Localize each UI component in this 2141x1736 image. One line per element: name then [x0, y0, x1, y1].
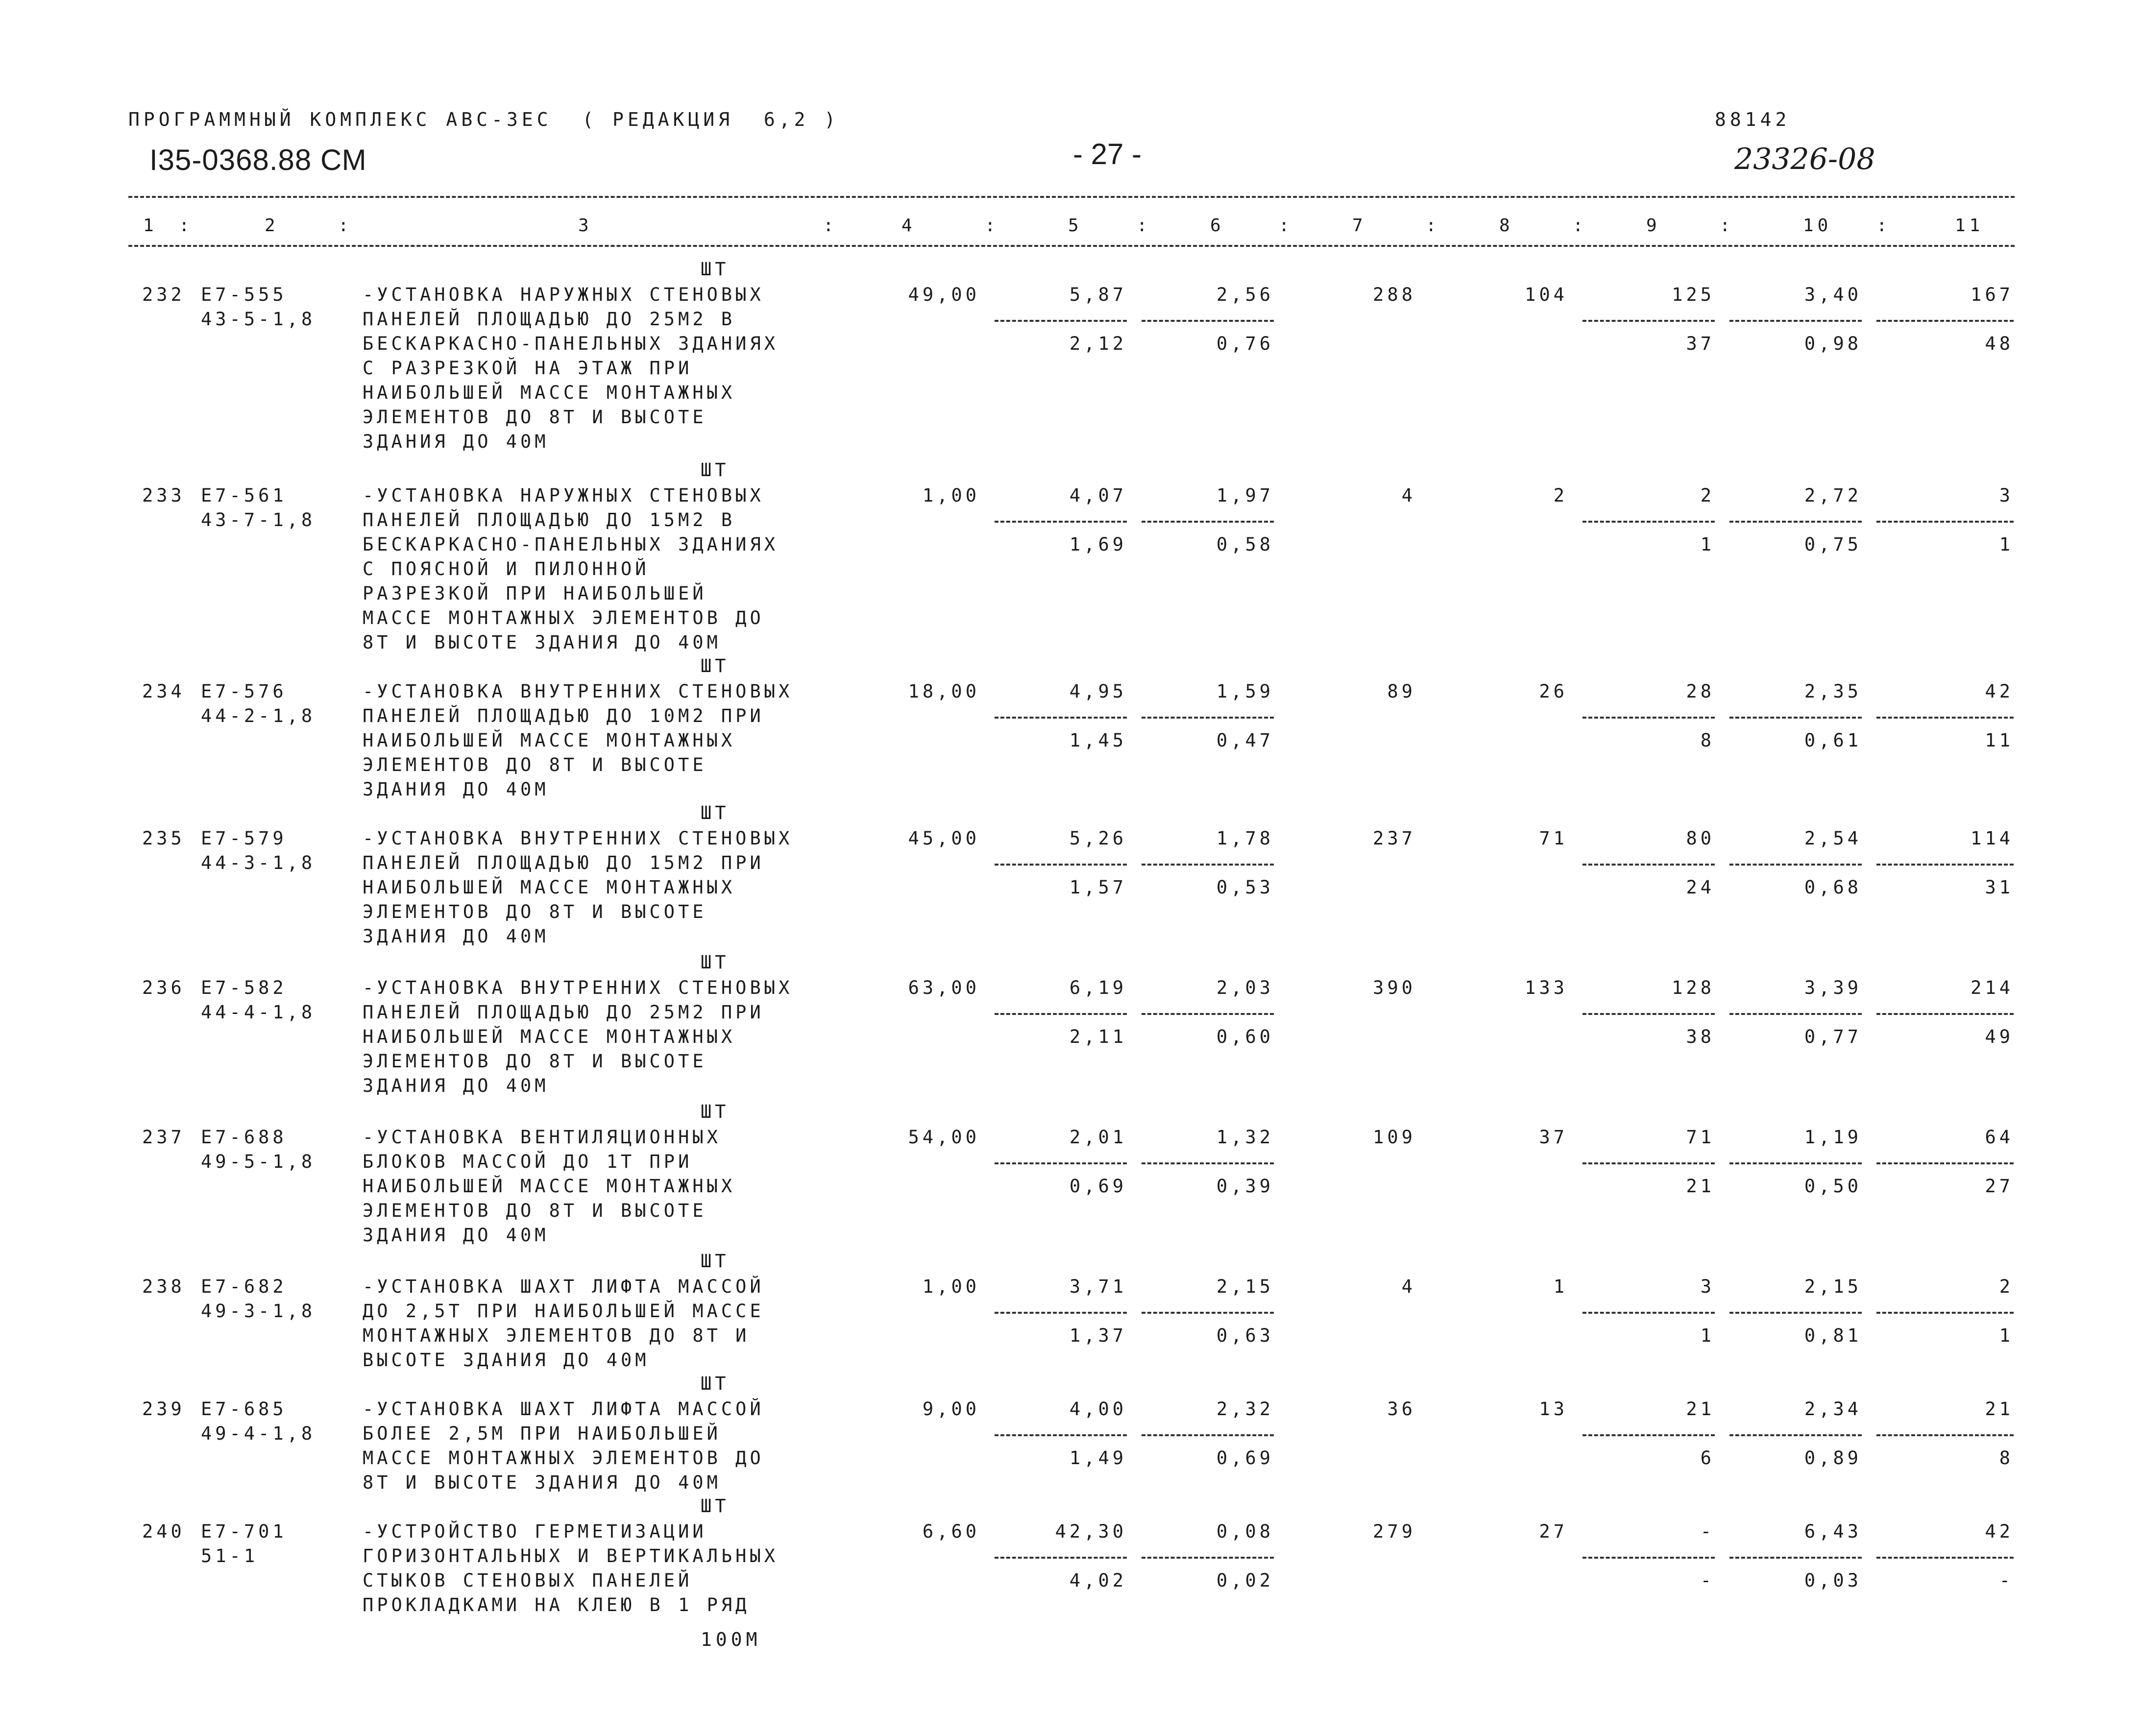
value-c11b: 11 — [1985, 730, 2014, 751]
description-line: ПАНЕЛЕЙ ПЛОЩАДЬЮ ДО 25М2 ПРИ — [363, 1002, 764, 1023]
item-code: E7-701 — [201, 1521, 287, 1542]
description-line: БЕСКАРКАСНО-ПАНЕЛЬНЫХ ЗДАНИЯХ — [363, 534, 779, 555]
item-subcode: 49-3-1,8 — [201, 1301, 316, 1322]
description-line: -УСТАНОВКА НАРУЖНЫХ СТЕНОВЫХ — [363, 485, 764, 506]
description-line: БЕСКАРКАСНО-ПАНЕЛЬНЫХ ЗДАНИЯХ — [363, 333, 779, 354]
value-divider — [995, 1013, 1127, 1015]
value-c9b: 8 — [1700, 730, 1715, 751]
value-c11: 3 — [1999, 485, 2014, 506]
value-c4: 63,00 — [908, 977, 980, 998]
description-line: ПАНЕЛЕЙ ПЛОЩАДЬЮ ДО 15М2 В — [363, 509, 736, 530]
value-divider — [1876, 1013, 2014, 1015]
value-divider — [1582, 1162, 1715, 1164]
description-line: ЗДАНИЯ ДО 40М — [363, 1075, 549, 1096]
value-c8: 13 — [1539, 1398, 1568, 1420]
handwritten-number: 23326-08 — [1734, 142, 1875, 176]
document-code: I35-0368.88 СМ — [149, 144, 367, 176]
value-divider — [1582, 1312, 1715, 1314]
value-divider — [1142, 1557, 1274, 1559]
value-c6: 1,78 — [1216, 828, 1274, 849]
value-divider — [1582, 320, 1715, 322]
item-code: E7-576 — [201, 681, 287, 702]
description-line: ДО 2,5Т ПРИ НАИБОЛЬШЕЙ МАССЕ — [363, 1301, 764, 1322]
document-number: 88142 — [1715, 109, 1791, 130]
value-divider — [995, 521, 1127, 523]
value-c8: 104 — [1525, 284, 1568, 305]
value-c6b: 0,69 — [1216, 1447, 1274, 1469]
column-header-6: 6 — [1210, 216, 1225, 236]
value-c10: 2,34 — [1804, 1398, 1862, 1420]
value-c10b: 0,50 — [1804, 1176, 1862, 1197]
value-c4: 18,00 — [908, 681, 980, 702]
value-divider — [1582, 1434, 1715, 1436]
value-divider — [1876, 1557, 2014, 1559]
value-c6b: 0,76 — [1216, 333, 1274, 354]
value-c6: 0,08 — [1216, 1521, 1274, 1542]
item-number: 238 — [142, 1276, 185, 1297]
value-c11: 2 — [1999, 1276, 2014, 1297]
unit-label: ШТ — [701, 952, 730, 973]
description-line: ПАНЕЛЕЙ ПЛОЩАДЬЮ ДО 25М2 В — [363, 309, 736, 330]
item-subcode: 49-5-1,8 — [201, 1151, 316, 1172]
value-c10b: 0,75 — [1804, 534, 1862, 555]
column-header-1: 1 — [143, 216, 158, 236]
value-c7: 4 — [1401, 1276, 1416, 1297]
value-c5b: 4,02 — [1069, 1570, 1127, 1591]
column-header-9: 9 — [1646, 216, 1661, 236]
value-c5b: 1,49 — [1069, 1447, 1127, 1469]
unit-label: ШТ — [701, 459, 730, 481]
description-line: РАЗРЕЗКОЙ ПРИ НАИБОЛЬШЕЙ — [363, 583, 707, 604]
description-line: -УСТАНОВКА НАРУЖНЫХ СТЕНОВЫХ — [363, 284, 764, 305]
description-line: С РАЗРЕЗКОЙ НА ЭТАЖ ПРИ — [363, 358, 693, 379]
value-c9: 2 — [1700, 485, 1715, 506]
value-c6b: 0,58 — [1216, 534, 1274, 555]
value-divider — [1582, 717, 1715, 719]
description-line: ЗДАНИЯ ДО 40М — [363, 431, 549, 452]
description-line: 8Т И ВЫСОТЕ ЗДАНИЯ ДО 40М — [363, 1472, 721, 1493]
description-line: -УСТАНОВКА ШАХТ ЛИФТА МАССОЙ — [363, 1398, 764, 1420]
value-c4: 6,60 — [922, 1521, 980, 1542]
value-c5: 6,19 — [1069, 977, 1127, 998]
item-number: 239 — [142, 1398, 185, 1420]
value-c9: 125 — [1672, 284, 1715, 305]
description-line: МАССЕ МОНТАЖНЫХ ЭЛЕМЕНТОВ ДО — [363, 607, 764, 628]
column-separator: : — [1720, 216, 1734, 236]
column-separator: : — [1426, 216, 1440, 236]
column-header-10: 10 — [1803, 216, 1832, 236]
value-c11b: 1 — [1999, 534, 2014, 555]
value-c11: 114 — [1971, 828, 2014, 849]
value-c5: 3,71 — [1069, 1276, 1127, 1297]
item-description — [363, 826, 793, 949]
value-c5b: 2,12 — [1069, 333, 1127, 354]
value-c11: 64 — [1985, 1127, 2014, 1148]
value-c6b: 0,63 — [1216, 1325, 1274, 1346]
item-description — [363, 1125, 735, 1248]
description-line: ВЫСОТЕ ЗДАНИЯ ДО 40М — [363, 1350, 650, 1371]
description-line: ЗДАНИЯ ДО 40М — [363, 779, 549, 800]
value-c11: 21 — [1985, 1398, 2014, 1420]
value-c5: 4,95 — [1069, 681, 1127, 702]
value-c10: 2,35 — [1804, 681, 1862, 702]
value-c9b: 37 — [1686, 333, 1715, 354]
value-c10: 3,40 — [1804, 284, 1862, 305]
program-title: ПРОГРАММНЫЙ КОМПЛЕКС АВС-ЗЕС ( РЕДАКЦИЯ 6,2 ) — [128, 109, 840, 130]
value-divider — [1142, 320, 1274, 322]
value-c6: 2,15 — [1216, 1276, 1274, 1297]
column-separator: : — [338, 216, 353, 236]
unit-label: ШТ — [701, 1251, 730, 1272]
description-line: СТЫКОВ СТЕНОВЫХ ПАНЕЛЕЙ — [363, 1570, 693, 1591]
column-separator: : — [1137, 216, 1151, 236]
value-divider — [995, 1162, 1127, 1164]
value-c5b: 1,57 — [1069, 877, 1127, 898]
value-c7: 89 — [1387, 681, 1416, 702]
item-subcode: 43-7-1,8 — [201, 509, 316, 530]
value-c4: 1,00 — [922, 485, 980, 506]
value-c10: 2,15 — [1804, 1276, 1862, 1297]
column-separator: : — [985, 216, 999, 236]
value-divider — [1729, 1557, 1862, 1559]
item-code: E7-682 — [201, 1276, 287, 1297]
value-divider — [1729, 521, 1862, 523]
value-c6b: 0,39 — [1216, 1176, 1274, 1197]
column-header-2: 2 — [265, 216, 279, 236]
value-c9b: - — [1700, 1570, 1715, 1591]
value-divider — [1876, 864, 2014, 866]
header-top-rule — [128, 196, 2015, 198]
value-c7: 109 — [1373, 1127, 1416, 1148]
value-c5: 5,87 — [1069, 284, 1127, 305]
item-description — [363, 679, 793, 802]
description-line: ЗДАНИЯ ДО 40М — [363, 1225, 549, 1246]
value-c9: 71 — [1686, 1127, 1715, 1148]
unit-label: ШТ — [701, 802, 730, 823]
description-line: ПАНЕЛЕЙ ПЛОЩАДЬЮ ДО 15М2 ПРИ — [363, 852, 764, 873]
value-c6b: 0,47 — [1216, 730, 1274, 751]
value-c10b: 0,98 — [1804, 333, 1862, 354]
footer-unit: 100М — [701, 1629, 761, 1650]
value-c11b: 27 — [1985, 1176, 2014, 1197]
value-divider — [1142, 521, 1274, 523]
item-subcode: 49-4-1,8 — [201, 1423, 316, 1444]
description-line: БОЛЕЕ 2,5М ПРИ НАИБОЛЬШЕЙ — [363, 1423, 721, 1444]
value-c11b: - — [1999, 1570, 2014, 1591]
page-number: - 27 - — [1073, 138, 1142, 170]
value-c9b: 1 — [1700, 534, 1715, 555]
description-line: БЛОКОВ МАССОЙ ДО 1Т ПРИ — [363, 1151, 693, 1172]
value-c10: 2,54 — [1804, 828, 1862, 849]
value-divider — [995, 864, 1127, 866]
description-line: МОНТАЖНЫХ ЭЛЕМЕНТОВ ДО 8Т И — [363, 1325, 750, 1346]
item-description — [363, 976, 793, 1098]
value-c6b: 0,53 — [1216, 877, 1274, 898]
value-divider — [1876, 1312, 2014, 1314]
value-c7: 36 — [1387, 1398, 1416, 1420]
value-c9: 28 — [1686, 681, 1715, 702]
value-divider — [1876, 1162, 2014, 1164]
value-c9b: 6 — [1700, 1447, 1715, 1469]
description-line: ЭЛЕМЕНТОВ ДО 8Т И ВЫСОТЕ — [363, 754, 707, 775]
value-c9: 3 — [1700, 1276, 1715, 1297]
value-c4: 45,00 — [908, 828, 980, 849]
value-c4: 9,00 — [922, 1398, 980, 1420]
value-c10: 3,39 — [1804, 977, 1862, 998]
value-c8: 2 — [1553, 485, 1568, 506]
value-divider — [1142, 717, 1274, 719]
value-c6: 1,97 — [1216, 485, 1274, 506]
value-c5: 2,01 — [1069, 1127, 1127, 1148]
value-divider — [1729, 1013, 1862, 1015]
value-c11b: 8 — [1999, 1447, 2014, 1469]
item-description — [363, 1397, 764, 1495]
value-c5: 4,00 — [1069, 1398, 1127, 1420]
value-c9b: 21 — [1686, 1176, 1715, 1197]
description-line: НАИБОЛЬШЕЙ МАССЕ МОНТАЖНЫХ — [363, 382, 736, 403]
value-c5b: 1,69 — [1069, 534, 1127, 555]
value-c9: 128 — [1672, 977, 1715, 998]
value-divider — [1729, 1312, 1862, 1314]
description-line: -УСТАНОВКА ВНУТРЕННИХ СТЕНОВЫХ — [363, 681, 793, 702]
item-subcode: 44-4-1,8 — [201, 1002, 316, 1023]
value-c11b: 48 — [1985, 333, 2014, 354]
value-c6b: 0,02 — [1216, 1570, 1274, 1591]
value-c7: 288 — [1373, 284, 1416, 305]
column-header-5: 5 — [1068, 216, 1083, 236]
value-c11b: 49 — [1985, 1026, 2014, 1047]
value-divider — [995, 320, 1127, 322]
item-description — [363, 1275, 764, 1373]
column-separator: : — [1573, 216, 1587, 236]
value-divider — [1729, 320, 1862, 322]
description-line: ЭЛЕМЕНТОВ ДО 8Т И ВЫСОТЕ — [363, 901, 707, 922]
value-c9: 21 — [1686, 1398, 1715, 1420]
value-divider — [1142, 1162, 1274, 1164]
column-header-7: 7 — [1352, 216, 1367, 236]
column-header-11: 11 — [1955, 216, 1984, 236]
description-line: НАИБОЛЬШЕЙ МАССЕ МОНТАЖНЫХ — [363, 1176, 736, 1197]
value-divider — [1876, 1434, 2014, 1436]
unit-label: ШТ — [701, 1373, 730, 1394]
value-divider — [1729, 864, 1862, 866]
value-divider — [1142, 1312, 1274, 1314]
value-c10b: 0,61 — [1804, 730, 1862, 751]
item-code: E7-579 — [201, 828, 287, 849]
value-c11: 42 — [1985, 681, 2014, 702]
unit-label: ШТ — [701, 655, 730, 676]
value-c5: 4,07 — [1069, 485, 1127, 506]
value-c10b: 0,81 — [1804, 1325, 1862, 1346]
unit-label: ШТ — [701, 1101, 730, 1122]
value-c6: 2,56 — [1216, 284, 1274, 305]
value-c5b: 0,69 — [1069, 1176, 1127, 1197]
value-c6b: 0,60 — [1216, 1026, 1274, 1047]
description-line: -УСТАНОВКА ШАХТ ЛИФТА МАССОЙ — [363, 1276, 764, 1297]
value-c11b: 31 — [1985, 877, 2014, 898]
item-number: 232 — [142, 284, 185, 305]
value-divider — [1582, 521, 1715, 523]
value-c9b: 24 — [1686, 877, 1715, 898]
item-description — [363, 283, 779, 454]
description-line: НАИБОЛЬШЕЙ МАССЕ МОНТАЖНЫХ — [363, 1026, 736, 1047]
description-line: ЭЛЕМЕНТОВ ДО 8Т И ВЫСОТЕ — [363, 1200, 707, 1221]
value-divider — [1142, 1013, 1274, 1015]
value-c5b: 1,37 — [1069, 1325, 1127, 1346]
item-number: 233 — [142, 485, 185, 506]
value-divider — [1729, 1434, 1862, 1436]
unit-label: ШТ — [701, 1495, 730, 1517]
column-header-3: 3 — [578, 216, 593, 236]
item-description — [363, 483, 779, 655]
item-number: 236 — [142, 977, 185, 998]
value-c9b: 1 — [1700, 1325, 1715, 1346]
value-c5: 42,30 — [1055, 1521, 1127, 1542]
value-divider — [1876, 521, 2014, 523]
value-divider — [995, 1434, 1127, 1436]
value-c10b: 0,03 — [1804, 1570, 1862, 1591]
value-divider — [995, 717, 1127, 719]
item-code: E7-688 — [201, 1127, 287, 1148]
description-line: -УСТАНОВКА ВЕНТИЛЯЦИОННЫХ — [363, 1127, 721, 1148]
value-c6: 1,32 — [1216, 1127, 1274, 1148]
value-divider — [1876, 320, 2014, 322]
value-c7: 390 — [1373, 977, 1416, 998]
value-c6: 1,59 — [1216, 681, 1274, 702]
value-c10: 1,19 — [1804, 1127, 1862, 1148]
value-c8: 26 — [1539, 681, 1568, 702]
value-divider — [1142, 1434, 1274, 1436]
value-c8: 27 — [1539, 1521, 1568, 1542]
value-divider — [1582, 1013, 1715, 1015]
description-line: ЭЛЕМЕНТОВ ДО 8Т И ВЫСОТЕ — [363, 1051, 707, 1072]
value-c10: 6,43 — [1804, 1521, 1862, 1542]
description-line: ГОРИЗОНТАЛЬНЫХ И ВЕРТИКАЛЬНЫХ — [363, 1545, 779, 1567]
value-c11b: 1 — [1999, 1325, 2014, 1346]
description-line: НАИБОЛЬШЕЙ МАССЕ МОНТАЖНЫХ — [363, 730, 736, 751]
value-c8: 37 — [1539, 1127, 1568, 1148]
unit-label: ШТ — [701, 259, 730, 280]
description-line: С ПОЯСНОЙ И ПИЛОННОЙ — [363, 558, 650, 579]
item-number: 240 — [142, 1521, 185, 1542]
value-c8: 71 — [1539, 828, 1568, 849]
item-subcode: 43-5-1,8 — [201, 309, 316, 330]
value-divider — [995, 1557, 1127, 1559]
value-c5b: 1,45 — [1069, 730, 1127, 751]
value-c5: 5,26 — [1069, 828, 1127, 849]
value-divider — [1142, 864, 1274, 866]
description-line: ЗДАНИЯ ДО 40М — [363, 926, 549, 947]
value-c11: 167 — [1971, 284, 2014, 305]
item-code: E7-582 — [201, 977, 287, 998]
column-header-8: 8 — [1499, 216, 1514, 236]
value-divider — [1729, 1162, 1862, 1164]
value-divider — [995, 1312, 1127, 1314]
item-subcode: 44-2-1,8 — [201, 705, 316, 726]
description-line: ПРОКЛАДКАМИ НА КЛЕЮ В 1 РЯД — [363, 1594, 750, 1615]
item-description — [363, 1519, 779, 1617]
value-c7: 4 — [1401, 485, 1416, 506]
value-c10b: 0,89 — [1804, 1447, 1862, 1469]
value-c10b: 0,77 — [1804, 1026, 1862, 1047]
header-bottom-rule — [128, 245, 2015, 247]
value-c4: 54,00 — [908, 1127, 980, 1148]
value-c4: 1,00 — [922, 1276, 980, 1297]
item-number: 237 — [142, 1127, 185, 1148]
value-c9: - — [1700, 1521, 1715, 1542]
item-subcode: 51-1 — [201, 1545, 259, 1567]
description-line: ПАНЕЛЕЙ ПЛОЩАДЬЮ ДО 10М2 ПРИ — [363, 705, 764, 726]
value-c7: 237 — [1373, 828, 1416, 849]
item-code: E7-555 — [201, 284, 287, 305]
value-c10b: 0,68 — [1804, 877, 1862, 898]
column-separator: : — [1279, 216, 1293, 236]
value-c9b: 38 — [1686, 1026, 1715, 1047]
description-line: -УСТАНОВКА ВНУТРЕННИХ СТЕНОВЫХ — [363, 828, 793, 849]
column-header-4: 4 — [901, 216, 916, 236]
item-number: 235 — [142, 828, 185, 849]
item-code: E7-685 — [201, 1398, 287, 1420]
column-separator: : — [179, 216, 194, 236]
description-line: МАССЕ МОНТАЖНЫХ ЭЛЕМЕНТОВ ДО — [363, 1447, 764, 1469]
value-c11: 214 — [1971, 977, 2014, 998]
value-c8: 1 — [1553, 1276, 1568, 1297]
value-divider — [1729, 717, 1862, 719]
description-line: ЭЛЕМЕНТОВ ДО 8Т И ВЫСОТЕ — [363, 407, 707, 428]
item-number: 234 — [142, 681, 185, 702]
column-separator: : — [823, 216, 838, 236]
value-c4: 49,00 — [908, 284, 980, 305]
value-c7: 279 — [1373, 1521, 1416, 1542]
value-c9: 80 — [1686, 828, 1715, 849]
value-c10: 2,72 — [1804, 485, 1862, 506]
value-c5b: 2,11 — [1069, 1026, 1127, 1047]
value-divider — [1582, 864, 1715, 866]
value-divider — [1582, 1557, 1715, 1559]
description-line: -УСТАНОВКА ВНУТРЕННИХ СТЕНОВЫХ — [363, 977, 793, 998]
value-c8: 133 — [1525, 977, 1568, 998]
value-c6: 2,32 — [1216, 1398, 1274, 1420]
item-subcode: 44-3-1,8 — [201, 852, 316, 873]
column-separator: : — [1876, 216, 1891, 236]
description-line: -УСТРОЙСТВО ГЕРМЕТИЗАЦИИ — [363, 1521, 707, 1542]
value-divider — [1876, 717, 2014, 719]
item-code: E7-561 — [201, 485, 287, 506]
description-line: 8Т И ВЫСОТЕ ЗДАНИЯ ДО 40М — [363, 632, 721, 653]
description-line: НАИБОЛЬШЕЙ МАССЕ МОНТАЖНЫХ — [363, 877, 736, 898]
value-c11: 42 — [1985, 1521, 2014, 1542]
value-c6: 2,03 — [1216, 977, 1274, 998]
